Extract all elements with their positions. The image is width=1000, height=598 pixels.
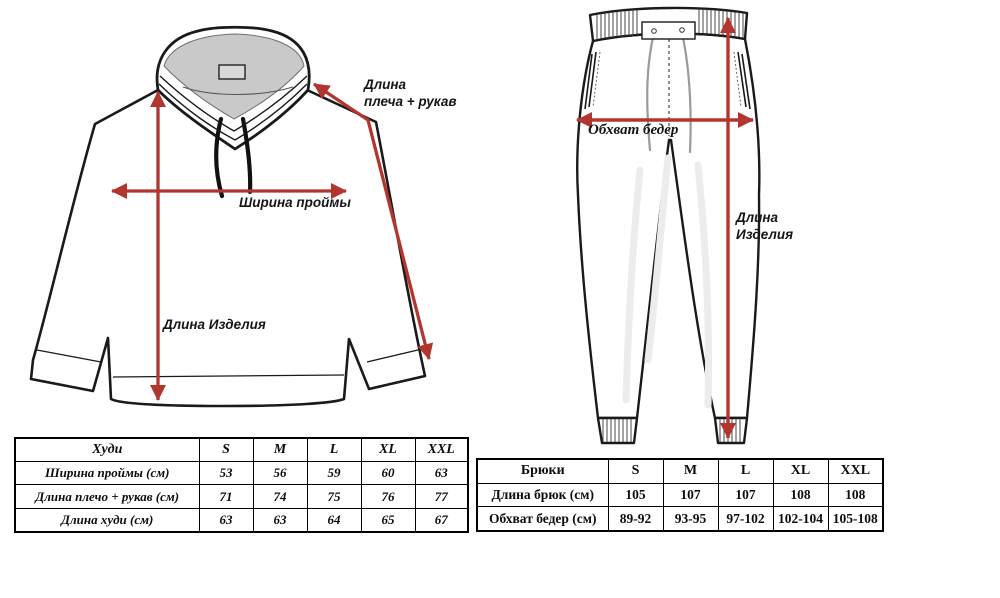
size-header-cell: XXL	[415, 438, 468, 462]
value-cell: 77	[415, 485, 468, 508]
size-header-cell: M	[663, 459, 718, 483]
sleeve-length-label	[364, 76, 456, 110]
value-cell: 63	[253, 508, 307, 532]
row-label: Обхват бедер (см)	[477, 507, 608, 531]
hoodie-length-label: Длина Изделия	[163, 317, 266, 332]
size-header-cell: XXL	[828, 459, 883, 483]
value-cell: 108	[773, 483, 828, 507]
size-header-cell: XL	[361, 438, 415, 462]
size-header-cell: S	[608, 459, 663, 483]
size-header-cell: XL	[773, 459, 828, 483]
value-cell: 105	[608, 483, 663, 507]
table-row	[15, 462, 468, 485]
value-cell: 97-102	[718, 507, 773, 531]
value-cell: 89-92	[608, 507, 663, 531]
pants-length-label-line1: Длина	[736, 210, 779, 225]
table-row	[15, 508, 468, 532]
hoodie-size-table	[14, 437, 469, 533]
value-cell: 59	[307, 462, 361, 485]
value-cell: 107	[718, 483, 773, 507]
hoodie-table-header-row	[15, 438, 468, 462]
size-header-cell: M	[253, 438, 307, 462]
value-cell: 63	[199, 508, 253, 532]
value-cell: 63	[415, 462, 468, 485]
hood-tag	[219, 65, 245, 79]
size-header-cell: S	[199, 438, 253, 462]
row-label: Длина брюк (см)	[477, 483, 608, 507]
row-label: Ширина проймы (см)	[15, 462, 199, 485]
value-cell: 53	[199, 462, 253, 485]
value-cell: 93-95	[663, 507, 718, 531]
value-cell: 56	[253, 462, 307, 485]
hips-width-label: Обхват бедер	[588, 122, 679, 138]
hoodie-figure	[0, 0, 480, 437]
value-cell: 64	[307, 508, 361, 532]
row-label: Длина худи (см)	[15, 508, 199, 532]
value-cell: 102-104	[773, 507, 828, 531]
sleeve-length-label-line2: плеча + рукав	[364, 94, 457, 109]
table-row	[477, 483, 883, 507]
value-cell: 65	[361, 508, 415, 532]
sleeve-length-label-line1: Длина	[364, 77, 407, 92]
value-cell: 71	[199, 485, 253, 508]
value-cell: 108	[828, 483, 883, 507]
pants-figure	[540, 0, 890, 460]
grommet-right	[680, 28, 685, 33]
waistband-front-panel	[642, 22, 695, 39]
value-cell: 76	[361, 485, 415, 508]
table-row	[15, 485, 468, 508]
pants-table-header-row	[477, 459, 883, 483]
value-cell: 105-108	[828, 507, 883, 531]
pants-length-label	[736, 209, 793, 243]
size-header-cell: L	[307, 438, 361, 462]
value-cell: 60	[361, 462, 415, 485]
pants-table-title: Брюки	[477, 459, 608, 483]
hoodie-drawing	[0, 0, 480, 437]
value-cell: 74	[253, 485, 307, 508]
table-row	[477, 507, 883, 531]
size-header-cell: L	[718, 459, 773, 483]
pants-size-table	[476, 458, 884, 532]
pants-legs-outline	[577, 34, 759, 418]
value-cell: 107	[663, 483, 718, 507]
row-label: Длина плечо + рукав (см)	[15, 485, 199, 508]
hoodie-table-title: Худи	[15, 438, 199, 462]
value-cell: 75	[307, 485, 361, 508]
pants-drawing	[540, 0, 890, 460]
pants-length-label-line2: Изделия	[736, 227, 794, 242]
grommet-left	[652, 29, 657, 34]
value-cell: 67	[415, 508, 468, 532]
armhole-width-label: Ширина проймы	[239, 195, 351, 210]
